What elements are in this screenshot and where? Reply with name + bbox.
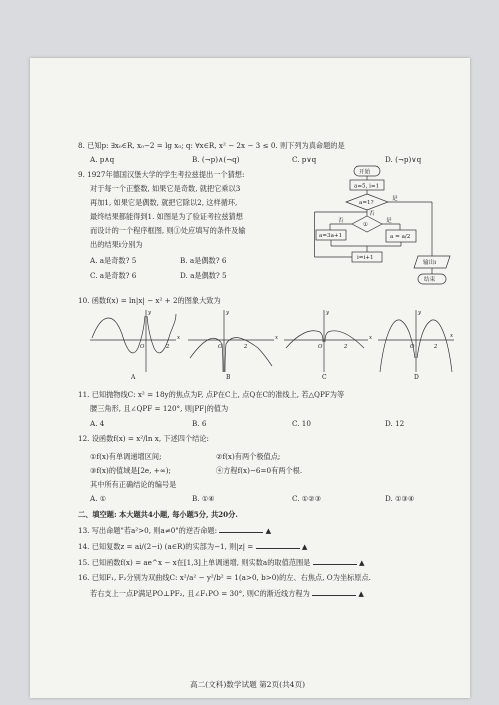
graph-c-y-label: y <box>326 310 330 316</box>
q14-mark: ▲ <box>301 542 308 551</box>
graph-b-x-label: x <box>275 335 279 341</box>
q12-item-3: ③f(x)的值域是[2e, +∞); <box>90 466 171 475</box>
q12-tail: 其中所有正确结论的编号是 <box>90 480 177 489</box>
q9-option-b: B. a是偶数? 6 <box>180 256 227 265</box>
q9-line-2: 对于每一个正整数, 如果它是奇数, 就把它乘以3 <box>90 184 241 193</box>
graph-c-origin: O <box>318 344 323 350</box>
graph-d-y-label: y <box>418 310 422 316</box>
section-heading: 二、填空题: 本大题共4小题, 每小题5分, 共20分. <box>78 510 238 519</box>
q8-option-c: C. p∨q <box>292 155 317 164</box>
q9-line-4: 最终结果都能得到1. 如图是为了验证考拉兹猜想 <box>90 212 243 221</box>
graph-d-caption: D <box>414 374 419 380</box>
flow-cond1-text: a=1? <box>359 200 374 206</box>
flow-box-left-text: a=3a+1 <box>319 233 343 239</box>
q12-option-c: C. ①②③ <box>292 494 322 503</box>
q12-item-1: ①f(x)有单调递增区间; <box>90 452 162 461</box>
graph-c <box>284 310 368 372</box>
graph-a-origin: O <box>140 344 145 350</box>
q14-stem: 14. 已知复数z = ai/(2−i) (a∈R)的实部为−1, 则|z| = <box>78 542 254 551</box>
q9-line-3: 再加1, 如果它是偶数, 就把它除以2, 这样循环, <box>90 198 238 207</box>
q13-text <box>78 525 271 535</box>
graph-b-caption: B <box>226 374 231 380</box>
flow-output-text: 输出i <box>423 260 436 266</box>
flow-init-text: a=5, i=1 <box>354 183 380 190</box>
q16-line-2-wrap <box>90 588 364 598</box>
graph-a <box>90 310 176 372</box>
q11-option-c: C. 10 <box>292 419 311 428</box>
flow-yes-label: 是 <box>392 196 398 202</box>
q15-text <box>78 557 364 567</box>
flow-inc-text: i=i+1 <box>357 255 374 261</box>
graph-b-tick: 2 <box>244 344 248 350</box>
flow-box-right-text: a = a/2 <box>390 234 411 240</box>
graph-d-origin: O <box>410 344 415 350</box>
graph-b-origin: O <box>218 344 223 350</box>
graph-a-caption: A <box>131 374 136 380</box>
q11-line-2: 腰三角形, 且∠QPF = 120°, 则|PF|的值为 <box>90 404 229 413</box>
q8-option-a: A. p∧q <box>90 155 115 164</box>
q14-answer-blank[interactable] <box>256 541 300 549</box>
flow-yes-label-2: 是 <box>386 218 392 224</box>
q16-line-1: 16. 已知F₁, F₂分别为双曲线C: x²/a² − y²/b² = 1(a>0, b>0)的左、右焦点, O为坐标原点. <box>78 573 371 582</box>
graph-c-x-label: x <box>369 335 373 341</box>
q13-answer-blank[interactable] <box>219 525 263 533</box>
q12-stem: 12. 设函数f(x) = x²/ln x, 下述四个结论: <box>78 434 209 443</box>
q16-answer-blank[interactable] <box>312 588 356 596</box>
q14-text <box>78 541 307 551</box>
q9-line-1: 9. 1927年德国汉堡大学的学生考拉兹提出一个猜想: <box>78 170 245 179</box>
q10-graphs <box>88 308 458 380</box>
graph-d-x-label: x <box>450 333 454 339</box>
graph-a-y-label: y <box>148 310 152 316</box>
graph-d-tick: 2 <box>434 344 438 350</box>
q15-answer-blank[interactable] <box>313 557 357 565</box>
graph-b-y-label: y <box>226 310 230 316</box>
q11-option-a: A. 4 <box>90 419 105 428</box>
q13-stem: 13. 写出命题"若a²>0, 则a≠0"的逆否命题: <box>78 526 218 535</box>
q12-option-b: B. ①④ <box>192 494 215 503</box>
q13-mark: ▲ <box>265 526 272 535</box>
q9-line-5: 而设计的一个程序框图, 则①处应填写的条件及输 <box>90 226 246 235</box>
graph-b <box>188 310 274 372</box>
page-footer: 高二(文科)数学试题 第2页(共4页) <box>190 680 306 689</box>
q12-option-d: D. ①③④ <box>385 494 415 503</box>
graph-a-tick: 2 <box>166 344 170 350</box>
q9-flowchart <box>314 164 464 294</box>
flow-no-label-2: 否 <box>369 211 375 217</box>
q9-option-c: C. a是奇数? 6 <box>90 271 137 280</box>
graph-c-caption: C <box>322 374 327 380</box>
flow-cond2-text: ① <box>363 222 369 228</box>
q15-stem: 15. 已知函数f(x) = ae^x − x在[1,3]上单调递增, 则实数a的取值范围是 <box>78 558 311 567</box>
q16-line-2: 若右支上一点P满足PO⊥PF₂, 且∠F₁PO = 30°, 则C的渐近线方程为 <box>90 589 310 598</box>
q9-option-d: D. a是偶数? 5 <box>180 271 227 280</box>
graph-c-tick: 2 <box>344 344 348 350</box>
q8-option-d: D. (¬p)∨q <box>385 155 422 164</box>
graph-a-x-label: x <box>177 335 181 341</box>
q8-option-b: B. (¬p)∧(¬q) <box>192 155 240 164</box>
exam-page <box>30 58 470 698</box>
q15-mark: ▲ <box>358 558 365 567</box>
q11-line-1: 11. 已知抛物线C: x² = 18y的焦点为F, 点P在C上, 点Q在C的准线上, 若△QPF为等 <box>78 390 345 399</box>
graph-d <box>378 310 454 372</box>
q12-option-a: A. ① <box>90 494 107 503</box>
q12-item-4: ④方程f(x)−6=0有两个根. <box>216 466 303 475</box>
q9-line-6: 出的结果i分别为 <box>90 240 143 249</box>
flow-no-label: 否 <box>338 218 344 224</box>
q10-stem: 10. 函数f(x) = ln|x| − x² + 2的图象大致为 <box>78 296 221 305</box>
q8-stem: 8. 已知p: ∃x₀∈R, x₀−2 = lg x₀; q: ∀x∈R, x² − 2x − 3 ≤ 0. 则下列为真命题的是 <box>78 141 345 150</box>
q9-option-a: A. a是奇数? 5 <box>90 256 137 265</box>
q11-option-d: D. 12 <box>385 419 405 428</box>
q12-item-2: ②f(x)有两个极值点; <box>216 452 281 461</box>
q11-option-b: B. 6 <box>192 419 207 428</box>
flow-end-text: 结束 <box>424 277 436 283</box>
flow-start-text: 开始 <box>359 169 371 176</box>
q16-mark: ▲ <box>358 589 364 598</box>
